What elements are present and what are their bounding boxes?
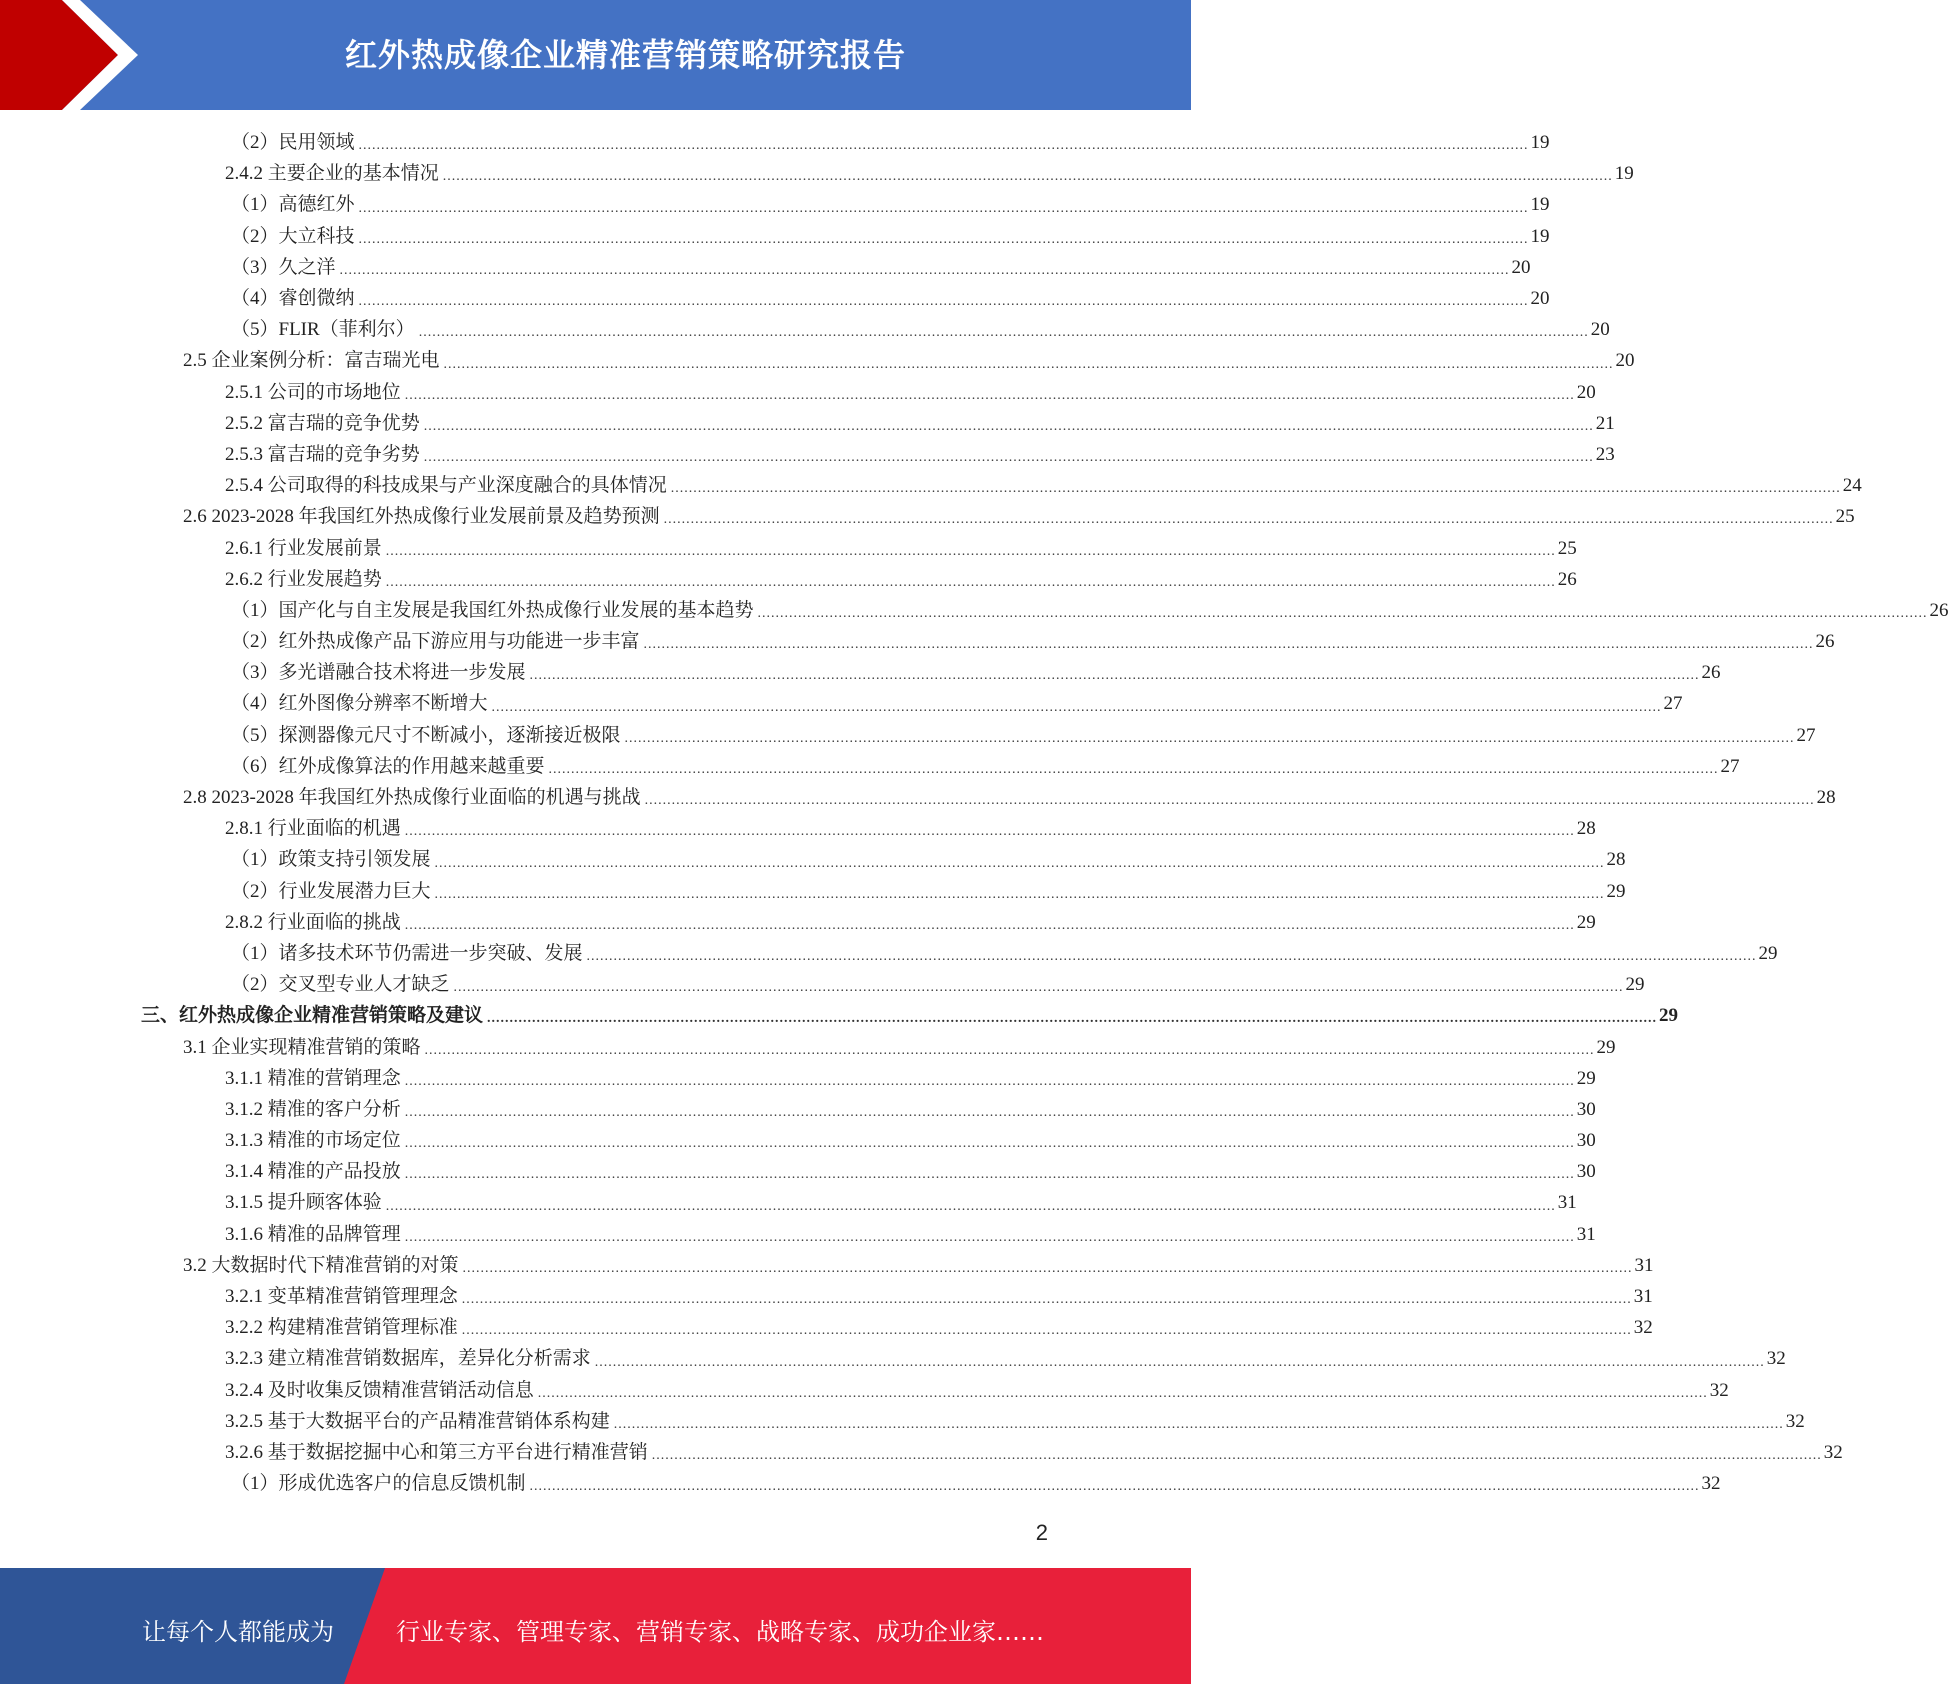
toc-entry[interactable] bbox=[0, 1281, 1653, 1312]
toc-entry-page: 20 bbox=[1511, 256, 1531, 278]
toc-entry-label: 3.2.3 建立精准营销数据库，差异化分析需求 bbox=[225, 1343, 595, 1374]
toc-leader-dots: .................................................................................................................................................................................................................................................................... bbox=[757, 606, 1928, 621]
toc-entry-page: 29 bbox=[1576, 1067, 1596, 1089]
toc-entry-page: 31 bbox=[1576, 1223, 1596, 1245]
toc-entry-page: 32 bbox=[1701, 1473, 1721, 1495]
toc-entry[interactable] bbox=[0, 938, 1778, 969]
toc-entry[interactable] bbox=[0, 377, 1596, 408]
toc-entry-page: 20 bbox=[1615, 350, 1635, 372]
toc-entry[interactable] bbox=[0, 1375, 1729, 1406]
toc-leader-dots: .................................................................................................................................................................................................................................................................... bbox=[423, 450, 1594, 466]
toc-leader-dots: .................................................................................................................................................................................................................................................................... bbox=[385, 543, 1556, 559]
toc-entry[interactable] bbox=[0, 439, 1615, 470]
toc-leader-dots: .................................................................................................................................................................................................................................................................... bbox=[404, 1073, 1575, 1089]
toc-entry-label: （4）红外图像分辨率不断增大 bbox=[231, 688, 492, 719]
toc-entry-page: 30 bbox=[1576, 1161, 1596, 1183]
toc-entry-page: 29 bbox=[1596, 1036, 1616, 1058]
toc-entry[interactable] bbox=[0, 657, 1721, 688]
toc-entry-label: （4）睿创微纳 bbox=[231, 283, 359, 314]
toc-entry[interactable] bbox=[0, 688, 1683, 719]
toc-entry-label: 2.8.2 行业面临的挑战 bbox=[225, 907, 405, 938]
toc-entry-page: 21 bbox=[1595, 412, 1615, 434]
toc-leader-dots: .................................................................................................................................................................................................................................................................... bbox=[358, 231, 1529, 247]
toc-entry-label: 3.1.4 精准的产品投放 bbox=[225, 1156, 405, 1187]
toc-entry-page: 19 bbox=[1530, 194, 1550, 216]
toc-entry[interactable] bbox=[0, 1219, 1596, 1250]
toc-entry[interactable] bbox=[0, 1000, 1679, 1031]
toc-entry-label: 3.2.4 及时收集反馈精准营销活动信息 bbox=[225, 1375, 538, 1406]
toc-entry-label: 3.2 大数据时代下精准营销的对策 bbox=[183, 1250, 463, 1281]
toc-leader-dots: .................................................................................................................................................................................................................................................................... bbox=[404, 824, 1575, 840]
toc-leader-dots: .................................................................................................................................................................................................................................................................... bbox=[404, 387, 1575, 403]
toc-leader-dots: .................................................................................................................................................................................................................................................................... bbox=[423, 418, 1594, 434]
toc-entry-label: （1）高德红外 bbox=[231, 189, 359, 220]
toc-leader-dots: .................................................................................................................................................................................................................................................................... bbox=[404, 917, 1575, 933]
toc-entry-label: （1）形成优选客户的信息反馈机制 bbox=[231, 1468, 530, 1499]
toc-entry-page: 19 bbox=[1530, 132, 1550, 154]
toc-entry[interactable] bbox=[0, 969, 1645, 1000]
toc-entry[interactable] bbox=[0, 1312, 1653, 1343]
toc-entry-page: 32 bbox=[1633, 1317, 1653, 1339]
toc-leader-dots: .................................................................................................................................................................................................................................................................... bbox=[358, 138, 1529, 154]
toc-entry-label: （2）红外热成像产品下游应用与功能进一步丰富 bbox=[231, 626, 644, 657]
toc-leader-dots: .................................................................................................................................................................................................................................................................... bbox=[434, 886, 1605, 902]
toc-entry[interactable] bbox=[0, 158, 1634, 189]
toc-leader-dots: .................................................................................................................................................................................................................................................................... bbox=[404, 1229, 1575, 1245]
toc-entry-page: 29 bbox=[1659, 1005, 1679, 1027]
toc-leader-dots: .................................................................................................................................................................................................................................................................... bbox=[529, 668, 1700, 684]
toc-entry-label: （5）探测器像元尺寸不断减小，逐渐接近极限 bbox=[231, 720, 625, 751]
toc-entry[interactable] bbox=[0, 1343, 1786, 1374]
toc-entry[interactable] bbox=[0, 532, 1577, 563]
toc-entry-label: 2.8 2023-2028 年我国红外热成像行业面临的机遇与挑战 bbox=[183, 782, 645, 813]
table-of-contents bbox=[0, 127, 1949, 1499]
toc-entry-page: 26 bbox=[1815, 631, 1835, 653]
toc-entry-page: 28 bbox=[1606, 849, 1626, 871]
toc-entry[interactable] bbox=[0, 907, 1596, 938]
toc-entry-label: （1）诸多技术环节仍需进一步突破、发展 bbox=[231, 938, 587, 969]
toc-entry-page: 25 bbox=[1835, 506, 1855, 528]
toc-entry-page: 27 bbox=[1796, 724, 1816, 746]
toc-entry-label: （2）民用领域 bbox=[231, 127, 359, 158]
toc-entry-page: 32 bbox=[1785, 1410, 1805, 1432]
toc-leader-dots: .................................................................................................................................................................................................................................................................... bbox=[643, 637, 1814, 653]
toc-entry-page: 29 bbox=[1576, 911, 1596, 933]
toc-entry-label: 3.2.1 变革精准营销管理理念 bbox=[225, 1281, 462, 1312]
report-title: 红外热成像企业精准营销策略研究报告 bbox=[344, 36, 906, 74]
toc-entry-label: 2.6 2023-2028 年我国红外热成像行业发展前景及趋势预测 bbox=[183, 501, 664, 532]
toc-leader-dots: .................................................................................................................................................................................................................................................................... bbox=[594, 1354, 1765, 1370]
toc-leader-dots: .................................................................................................................................................................................................................................................................... bbox=[586, 949, 1757, 965]
toc-entry[interactable] bbox=[0, 1156, 1596, 1187]
toc-entry-label: （2）大立科技 bbox=[231, 221, 359, 252]
toc-entry-page: 24 bbox=[1842, 475, 1862, 497]
toc-entry-label: （1）政策支持引领发展 bbox=[231, 844, 435, 875]
toc-entry-label: 3.2.5 基于大数据平台的产品精准营销体系构建 bbox=[225, 1406, 614, 1437]
toc-entry[interactable] bbox=[0, 751, 1740, 782]
toc-leader-dots: .................................................................................................................................................................................................................................................................... bbox=[663, 512, 1834, 528]
toc-entry-label: （2）行业发展潜力巨大 bbox=[231, 876, 435, 907]
toc-entry-label: 2.4.2 主要企业的基本情况 bbox=[225, 158, 443, 189]
toc-entry-page: 30 bbox=[1576, 1130, 1596, 1152]
toc-entry[interactable] bbox=[0, 1437, 1843, 1468]
toc-entry[interactable] bbox=[0, 564, 1577, 595]
toc-leader-dots: .................................................................................................................................................................................................................................................................... bbox=[358, 294, 1529, 310]
toc-entry-label: 三、红外热成像企业精准营销策略及建议 bbox=[141, 1000, 487, 1031]
toc-entry-label: 2.5.2 富吉瑞的竞争优势 bbox=[225, 408, 424, 439]
toc-leader-dots: .................................................................................................................................................................................................................................................................... bbox=[424, 1042, 1595, 1058]
toc-entry-page: 23 bbox=[1595, 443, 1615, 465]
toc-entry-page: 26 bbox=[1929, 599, 1949, 621]
toc-entry-page: 20 bbox=[1576, 381, 1596, 403]
toc-entry-label: 3.2.6 基于数据挖掘中心和第三方平台进行精准营销 bbox=[225, 1437, 652, 1468]
toc-leader-dots: .................................................................................................................................................................................................................................................................... bbox=[404, 1136, 1575, 1152]
toc-entry-page: 19 bbox=[1530, 225, 1550, 247]
toc-leader-dots: .................................................................................................................................................................................................................................................................... bbox=[461, 1292, 1632, 1308]
toc-leader-dots: .................................................................................................................................................................................................................................................................... bbox=[548, 761, 1719, 777]
toc-leader-dots: .................................................................................................................................................................................................................................................................... bbox=[358, 200, 1529, 216]
toc-entry[interactable] bbox=[0, 1187, 1577, 1218]
toc-leader-dots: .................................................................................................................................................................................................................................................................... bbox=[487, 1011, 1658, 1027]
toc-leader-dots: .................................................................................................................................................................................................................................................................... bbox=[418, 325, 1589, 341]
toc-entry-page: 20 bbox=[1530, 288, 1550, 310]
toc-entry-label: 2.8.1 行业面临的机遇 bbox=[225, 813, 405, 844]
header-banner bbox=[0, 0, 1191, 110]
toc-entry-page: 26 bbox=[1701, 662, 1721, 684]
toc-entry[interactable] bbox=[0, 127, 1550, 158]
toc-leader-dots: .................................................................................................................................................................................................................................................................... bbox=[404, 1167, 1575, 1183]
toc-leader-dots: .................................................................................................................................................................................................................................................................... bbox=[442, 169, 1613, 185]
toc-entry-label: 3.2.2 构建精准营销管理标准 bbox=[225, 1312, 462, 1343]
toc-entry-label: （6）红外成像算法的作用越来越重要 bbox=[231, 751, 549, 782]
toc-entry-label: 3.1.2 精准的客户分析 bbox=[225, 1094, 405, 1125]
toc-entry-label: 2.6.2 行业发展趋势 bbox=[225, 564, 386, 595]
toc-entry[interactable] bbox=[0, 844, 1626, 875]
toc-entry-label: 3.1.6 精准的品牌管理 bbox=[225, 1219, 405, 1250]
toc-entry-page: 29 bbox=[1758, 942, 1778, 964]
toc-entry-page: 32 bbox=[1766, 1348, 1786, 1370]
toc-entry[interactable] bbox=[0, 595, 1949, 626]
toc-entry[interactable] bbox=[0, 782, 1836, 813]
toc-leader-dots: .................................................................................................................................................................................................................................................................... bbox=[624, 730, 1795, 746]
toc-entry-label: 2.6.1 行业发展前景 bbox=[225, 533, 386, 564]
toc-entry[interactable] bbox=[0, 345, 1635, 376]
toc-entry-page: 27 bbox=[1663, 693, 1683, 715]
toc-entry-label: （3）久之洋 bbox=[231, 252, 340, 283]
toc-entry-label: 2.5 企业案例分析：富吉瑞光电 bbox=[183, 345, 444, 376]
toc-entry-page: 25 bbox=[1557, 537, 1577, 559]
toc-entry-page: 31 bbox=[1557, 1192, 1577, 1214]
toc-leader-dots: .................................................................................................................................................................................................................................................................... bbox=[529, 1479, 1700, 1495]
toc-leader-dots: .................................................................................................................................................................................................................................................................... bbox=[537, 1385, 1708, 1401]
toc-entry-page: 31 bbox=[1633, 1286, 1653, 1308]
toc-entry[interactable] bbox=[0, 1094, 1596, 1125]
toc-entry-page: 26 bbox=[1557, 568, 1577, 590]
toc-entry[interactable] bbox=[0, 813, 1596, 844]
toc-leader-dots: .................................................................................................................................................................................................................................................................... bbox=[434, 855, 1605, 871]
toc-entry[interactable] bbox=[0, 408, 1615, 439]
toc-leader-dots: .................................................................................................................................................................................................................................................................... bbox=[670, 481, 1841, 497]
toc-entry-label: 3.1.3 精准的市场定位 bbox=[225, 1125, 405, 1156]
toc-entry-page: 29 bbox=[1625, 974, 1645, 996]
toc-entry-label: 2.5.1 公司的市场地位 bbox=[225, 377, 405, 408]
toc-entry[interactable] bbox=[0, 1125, 1596, 1156]
toc-leader-dots: .................................................................................................................................................................................................................................................................... bbox=[385, 574, 1556, 590]
toc-entry-page: 29 bbox=[1606, 880, 1626, 902]
toc-entry[interactable] bbox=[0, 1063, 1596, 1094]
toc-leader-dots: .................................................................................................................................................................................................................................................................... bbox=[443, 356, 1614, 372]
toc-leader-dots: .................................................................................................................................................................................................................................................................... bbox=[461, 1323, 1632, 1339]
toc-entry-label: 3.1 企业实现精准营销的策略 bbox=[183, 1032, 425, 1063]
toc-leader-dots: .................................................................................................................................................................................................................................................................... bbox=[651, 1448, 1822, 1464]
toc-entry-label: 3.1.1 精准的营销理念 bbox=[225, 1063, 405, 1094]
toc-leader-dots: .................................................................................................................................................................................................................................................................... bbox=[644, 793, 1815, 809]
toc-entry[interactable] bbox=[0, 283, 1550, 314]
toc-entry-label: 3.1.5 提升顾客体验 bbox=[225, 1187, 386, 1218]
toc-entry[interactable] bbox=[0, 1031, 1616, 1062]
toc-entry[interactable] bbox=[0, 501, 1855, 532]
toc-leader-dots: .................................................................................................................................................................................................................................................................... bbox=[491, 699, 1662, 715]
toc-entry-label: （5）FLIR（菲利尔） bbox=[231, 314, 419, 345]
toc-entry-page: 19 bbox=[1614, 163, 1634, 185]
toc-entry[interactable] bbox=[0, 314, 1610, 345]
page-number: 2 bbox=[1035, 1520, 1048, 1545]
footer-banner bbox=[0, 1568, 1191, 1684]
toc-entry-page: 28 bbox=[1576, 818, 1596, 840]
toc-entry[interactable] bbox=[0, 720, 1816, 751]
toc-entry[interactable] bbox=[0, 252, 1531, 283]
toc-entry[interactable] bbox=[0, 876, 1626, 907]
toc-entry-page: 32 bbox=[1823, 1441, 1843, 1463]
toc-leader-dots: .................................................................................................................................................................................................................................................................... bbox=[613, 1416, 1784, 1432]
toc-entry-label: （2）交叉型专业人才缺乏 bbox=[231, 969, 454, 1000]
toc-leader-dots: .................................................................................................................................................................................................................................................................... bbox=[339, 262, 1510, 278]
toc-leader-dots: .................................................................................................................................................................................................................................................................... bbox=[462, 1260, 1633, 1276]
toc-entry-page: 20 bbox=[1590, 319, 1610, 341]
toc-entry[interactable] bbox=[0, 470, 1862, 501]
toc-entry-page: 32 bbox=[1709, 1379, 1729, 1401]
toc-entry-label: （3）多光谱融合技术将进一步发展 bbox=[231, 657, 530, 688]
toc-entry[interactable] bbox=[0, 626, 1835, 657]
toc-leader-dots: .................................................................................................................................................................................................................................................................... bbox=[404, 1105, 1575, 1120]
toc-entry[interactable] bbox=[0, 1250, 1654, 1281]
toc-leader-dots: .................................................................................................................................................................................................................................................................... bbox=[453, 980, 1624, 996]
toc-entry[interactable] bbox=[0, 1406, 1805, 1437]
toc-leader-dots: .................................................................................................................................................................................................................................................................... bbox=[385, 1198, 1556, 1214]
toc-entry-page: 30 bbox=[1576, 1098, 1596, 1120]
toc-entry-label: 2.5.3 富吉瑞的竞争劣势 bbox=[225, 439, 424, 470]
footer-slogan-right: 行业专家、管理专家、营销专家、战略专家、成功企业家…… bbox=[396, 1618, 1044, 1646]
toc-entry-page: 31 bbox=[1634, 1254, 1654, 1276]
toc-entry-page: 28 bbox=[1816, 787, 1836, 809]
toc-entry[interactable] bbox=[0, 1468, 1721, 1499]
toc-entry-label: 2.5.4 公司取得的科技成果与产业深度融合的具体情况 bbox=[225, 470, 671, 501]
toc-entry[interactable] bbox=[0, 189, 1550, 220]
toc-entry-page: 27 bbox=[1720, 755, 1740, 777]
footer-slogan-left: 让每个人都能成为 bbox=[142, 1618, 334, 1646]
toc-entry[interactable] bbox=[0, 221, 1550, 252]
toc-entry-label: （1）国产化与自主发展是我国红外热成像行业发展的基本趋势 bbox=[231, 595, 758, 626]
